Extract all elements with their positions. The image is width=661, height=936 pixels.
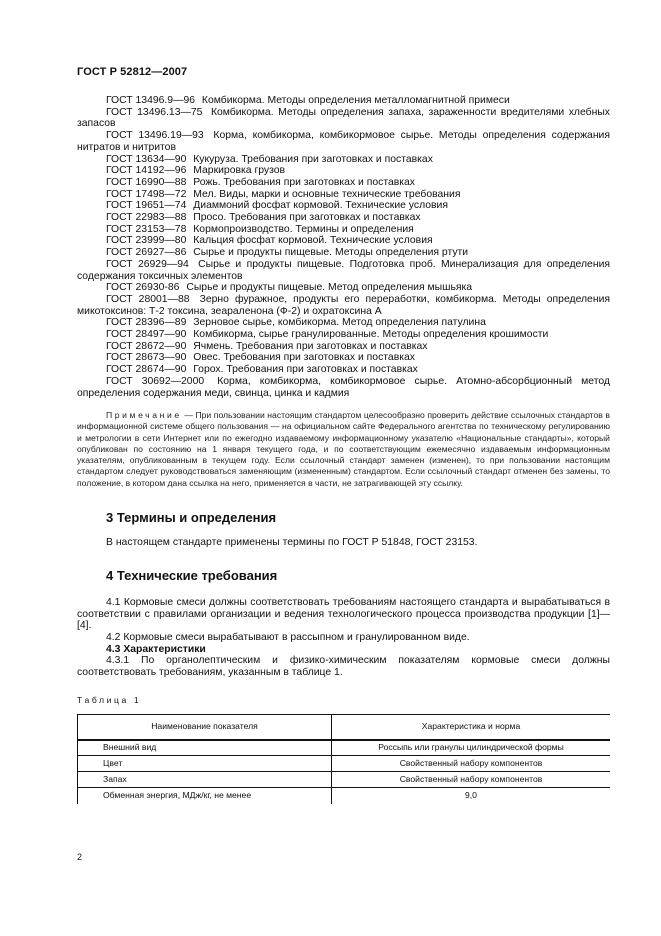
reference-item: [77, 189, 610, 201]
reference-title: Кукуруза. Требования при заготовках и поставках: [193, 153, 433, 165]
reference-item: [77, 329, 610, 341]
normative-references-list: [77, 95, 610, 399]
reference-item: [77, 107, 610, 130]
table-row: [78, 756, 611, 772]
norm-cell: Свойственный набору компонентов: [332, 756, 611, 772]
reference-item: [77, 177, 610, 189]
reference-title: Сырье и продукты пищевые. Подготовка проб. Минерализация для определения содержания токсичных элементов: [77, 258, 611, 282]
note-label: Примечание: [106, 410, 182, 421]
clause-4-1: 4.1 Кормовые смеси должны соответствовать требованиям настоящего стандарта и вырабатываться в соответствии с правилами организации и ведения технологического процесса производства продукции [1]—[4].: [77, 596, 610, 632]
reference-item: [77, 165, 610, 177]
note-paragraph: [77, 410, 610, 488]
reference-item: [77, 317, 610, 329]
reference-code: ГОСТ 28674—90: [106, 364, 187, 376]
reference-item: [77, 352, 610, 364]
note-text: — При пользовании настоящим стандартом целесообразно проверить действие ссылочных стандартов в информационной системе общего пользования — на официальном сайте Федерального агентства по техническому регулированию и метрологии в сети Интернет или по ежегодно издаваемому информационному указателю «Национальные стандарты», который опубликован по состоянию на 1 января текущего года, и по соответствующим ежемесячно издаваемым информационным указателям, опубликованным в текущем году. Если ссылочный стандарт заменен (изменен), то при пользовании настоящим стандартом следует руководствоваться заменяющим (измененным) стандартом. Если ссылочный стандарт отменен без замены, то положение, в котором дана ссылка на него, применяется в части, не затрагивающей эту ссылку.: [77, 410, 610, 488]
reference-title: Сырье и продукты пищевые. Методы определения ртути: [193, 247, 469, 259]
table-1: [77, 714, 610, 804]
clause-4-3-heading: 4.3 Характеристики: [106, 643, 206, 655]
reference-code: ГОСТ 13496.9—96: [106, 95, 196, 106]
reference-item: [77, 200, 610, 212]
reference-code: ГОСТ 26930-86: [106, 282, 180, 294]
column-header-indicator: Наименование показателя: [78, 715, 332, 740]
section-3-heading: 3 Термины и определения: [106, 509, 277, 525]
clause-4-3-1: 4.3.1 По органолептическим и физико-химическим показателям кормовые смеси должны соответствовать требованиям, указанным в таблице 1.: [77, 655, 610, 679]
reference-code: ГОСТ 17498—72: [106, 188, 187, 200]
page-number: 2: [77, 852, 83, 862]
reference-item: [77, 154, 610, 166]
reference-title: Горох. Требования при заготовках и поставках: [193, 364, 418, 376]
reference-code: ГОСТ 28673—90: [106, 352, 187, 364]
table-row: [78, 740, 611, 756]
document-body: [77, 95, 610, 804]
reference-title: Комбикорма. Методы определения металломагнитной примеси: [201, 95, 510, 106]
section-4-heading: 4 Технические требования: [106, 568, 278, 584]
column-header-norm: Характеристика и норма: [332, 715, 611, 740]
table-caption: Таблица 1: [77, 694, 142, 705]
reference-code: ГОСТ 14192—96: [106, 165, 187, 177]
reference-title: Рожь. Требования при заготовках и поставках: [193, 176, 416, 188]
reference-item: [77, 294, 610, 317]
reference-item: [77, 247, 610, 259]
clause-4-2: 4.2 Кормовые смеси вырабатывают в рассыпном и гранулированном виде.: [106, 631, 470, 643]
norm-cell: 9,0: [465, 790, 477, 801]
table-header-row: [78, 715, 611, 740]
reference-title: Корма, комбикорма, комбикормовое сырье. Атомно-абсорбционный метод определения содержания меди, свинца, цинка и кадмия: [77, 375, 610, 399]
reference-code: ГОСТ 28672—90: [106, 340, 187, 352]
reference-title: Ячмень. Требования при заготовках и поставках: [193, 340, 428, 352]
table-row: [78, 788, 611, 804]
reference-title: Диаммоний фосфат кормовой. Технические условия: [193, 200, 448, 212]
reference-item: [77, 95, 610, 107]
reference-code: ГОСТ 30692—2000: [106, 375, 205, 387]
reference-item: [77, 259, 610, 282]
indicator-cell: Внешний вид: [78, 740, 332, 756]
reference-title: Кормопроизводство. Термины и определения: [193, 223, 414, 235]
reference-item: [77, 212, 610, 224]
reference-code: ГОСТ 13634—90: [106, 153, 187, 165]
reference-title: Кальция фосфат кормовой. Технические условия: [193, 235, 433, 247]
reference-item: [77, 130, 610, 153]
reference-code: ГОСТ 28396—89: [106, 317, 187, 329]
reference-item: [77, 282, 610, 294]
reference-title: Зерно фуражное, продукты его переработки, комбикорма. Методы определения микотоксинов: Т-2 токсина, зеараленона (Ф-2) и охратоксина А: [77, 293, 611, 317]
reference-code: ГОСТ 16990—88: [106, 176, 187, 188]
reference-title: Корма, комбикорма, комбикормовое сырье. Методы определения содержания нитратов и нитритов: [77, 130, 610, 153]
table-row: [78, 772, 611, 788]
reference-item: [77, 341, 610, 353]
section-3-text: В настоящем стандарте применены термины по ГОСТ Р 51848, ГОСТ 23153.: [106, 537, 478, 549]
reference-code: ГОСТ 13496.19—93: [106, 130, 204, 142]
reference-item: [77, 235, 610, 247]
indicator-cell: Запах: [78, 772, 332, 788]
reference-title: Комбикорма, сырье гранулированные. Методы определения крошимости: [193, 329, 549, 341]
reference-item: [77, 364, 610, 376]
norm-cell: Россыпь или гранулы цилиндрической формы: [332, 740, 611, 756]
reference-code: ГОСТ 19651—74: [106, 200, 187, 212]
reference-code: ГОСТ 23153—78: [106, 223, 187, 235]
reference-code: ГОСТ 28497—90: [106, 329, 187, 341]
document-header: ГОСТ Р 52812—2007: [77, 66, 188, 78]
reference-title: Зерновое сырье, комбикорма. Метод определения патулина: [193, 317, 486, 329]
reference-title: Маркировка грузов: [193, 165, 286, 177]
reference-code: ГОСТ 26929—94: [106, 258, 189, 270]
reference-item: [77, 376, 610, 399]
reference-title: Овес. Требования при заготовках и поставках: [193, 352, 415, 364]
reference-code: ГОСТ 28001—88: [106, 293, 190, 305]
reference-code: ГОСТ 23999—80: [106, 235, 187, 247]
reference-code: ГОСТ 13496.13—75: [106, 106, 203, 118]
reference-title: Мел. Виды, марки и основные технические требования: [193, 188, 461, 200]
reference-title: Комбикорма. Методы определения запаха, зараженности вредителями хлебных запасов: [77, 106, 611, 130]
reference-item: [77, 224, 610, 236]
reference-code: ГОСТ 22983—88: [106, 212, 187, 224]
reference-title: Просо. Требования при заготовках и поставках: [193, 212, 421, 224]
norm-cell: Свойственный набору компонентов: [332, 772, 611, 788]
indicator-cell: Обменная энергия, МДж/кг, не менее: [78, 788, 332, 804]
reference-code: ГОСТ 26927—86: [106, 247, 187, 259]
indicator-cell: Цвет: [78, 756, 332, 772]
reference-title: Сырье и продукты пищевые. Метод определения мышьяка: [186, 282, 473, 294]
